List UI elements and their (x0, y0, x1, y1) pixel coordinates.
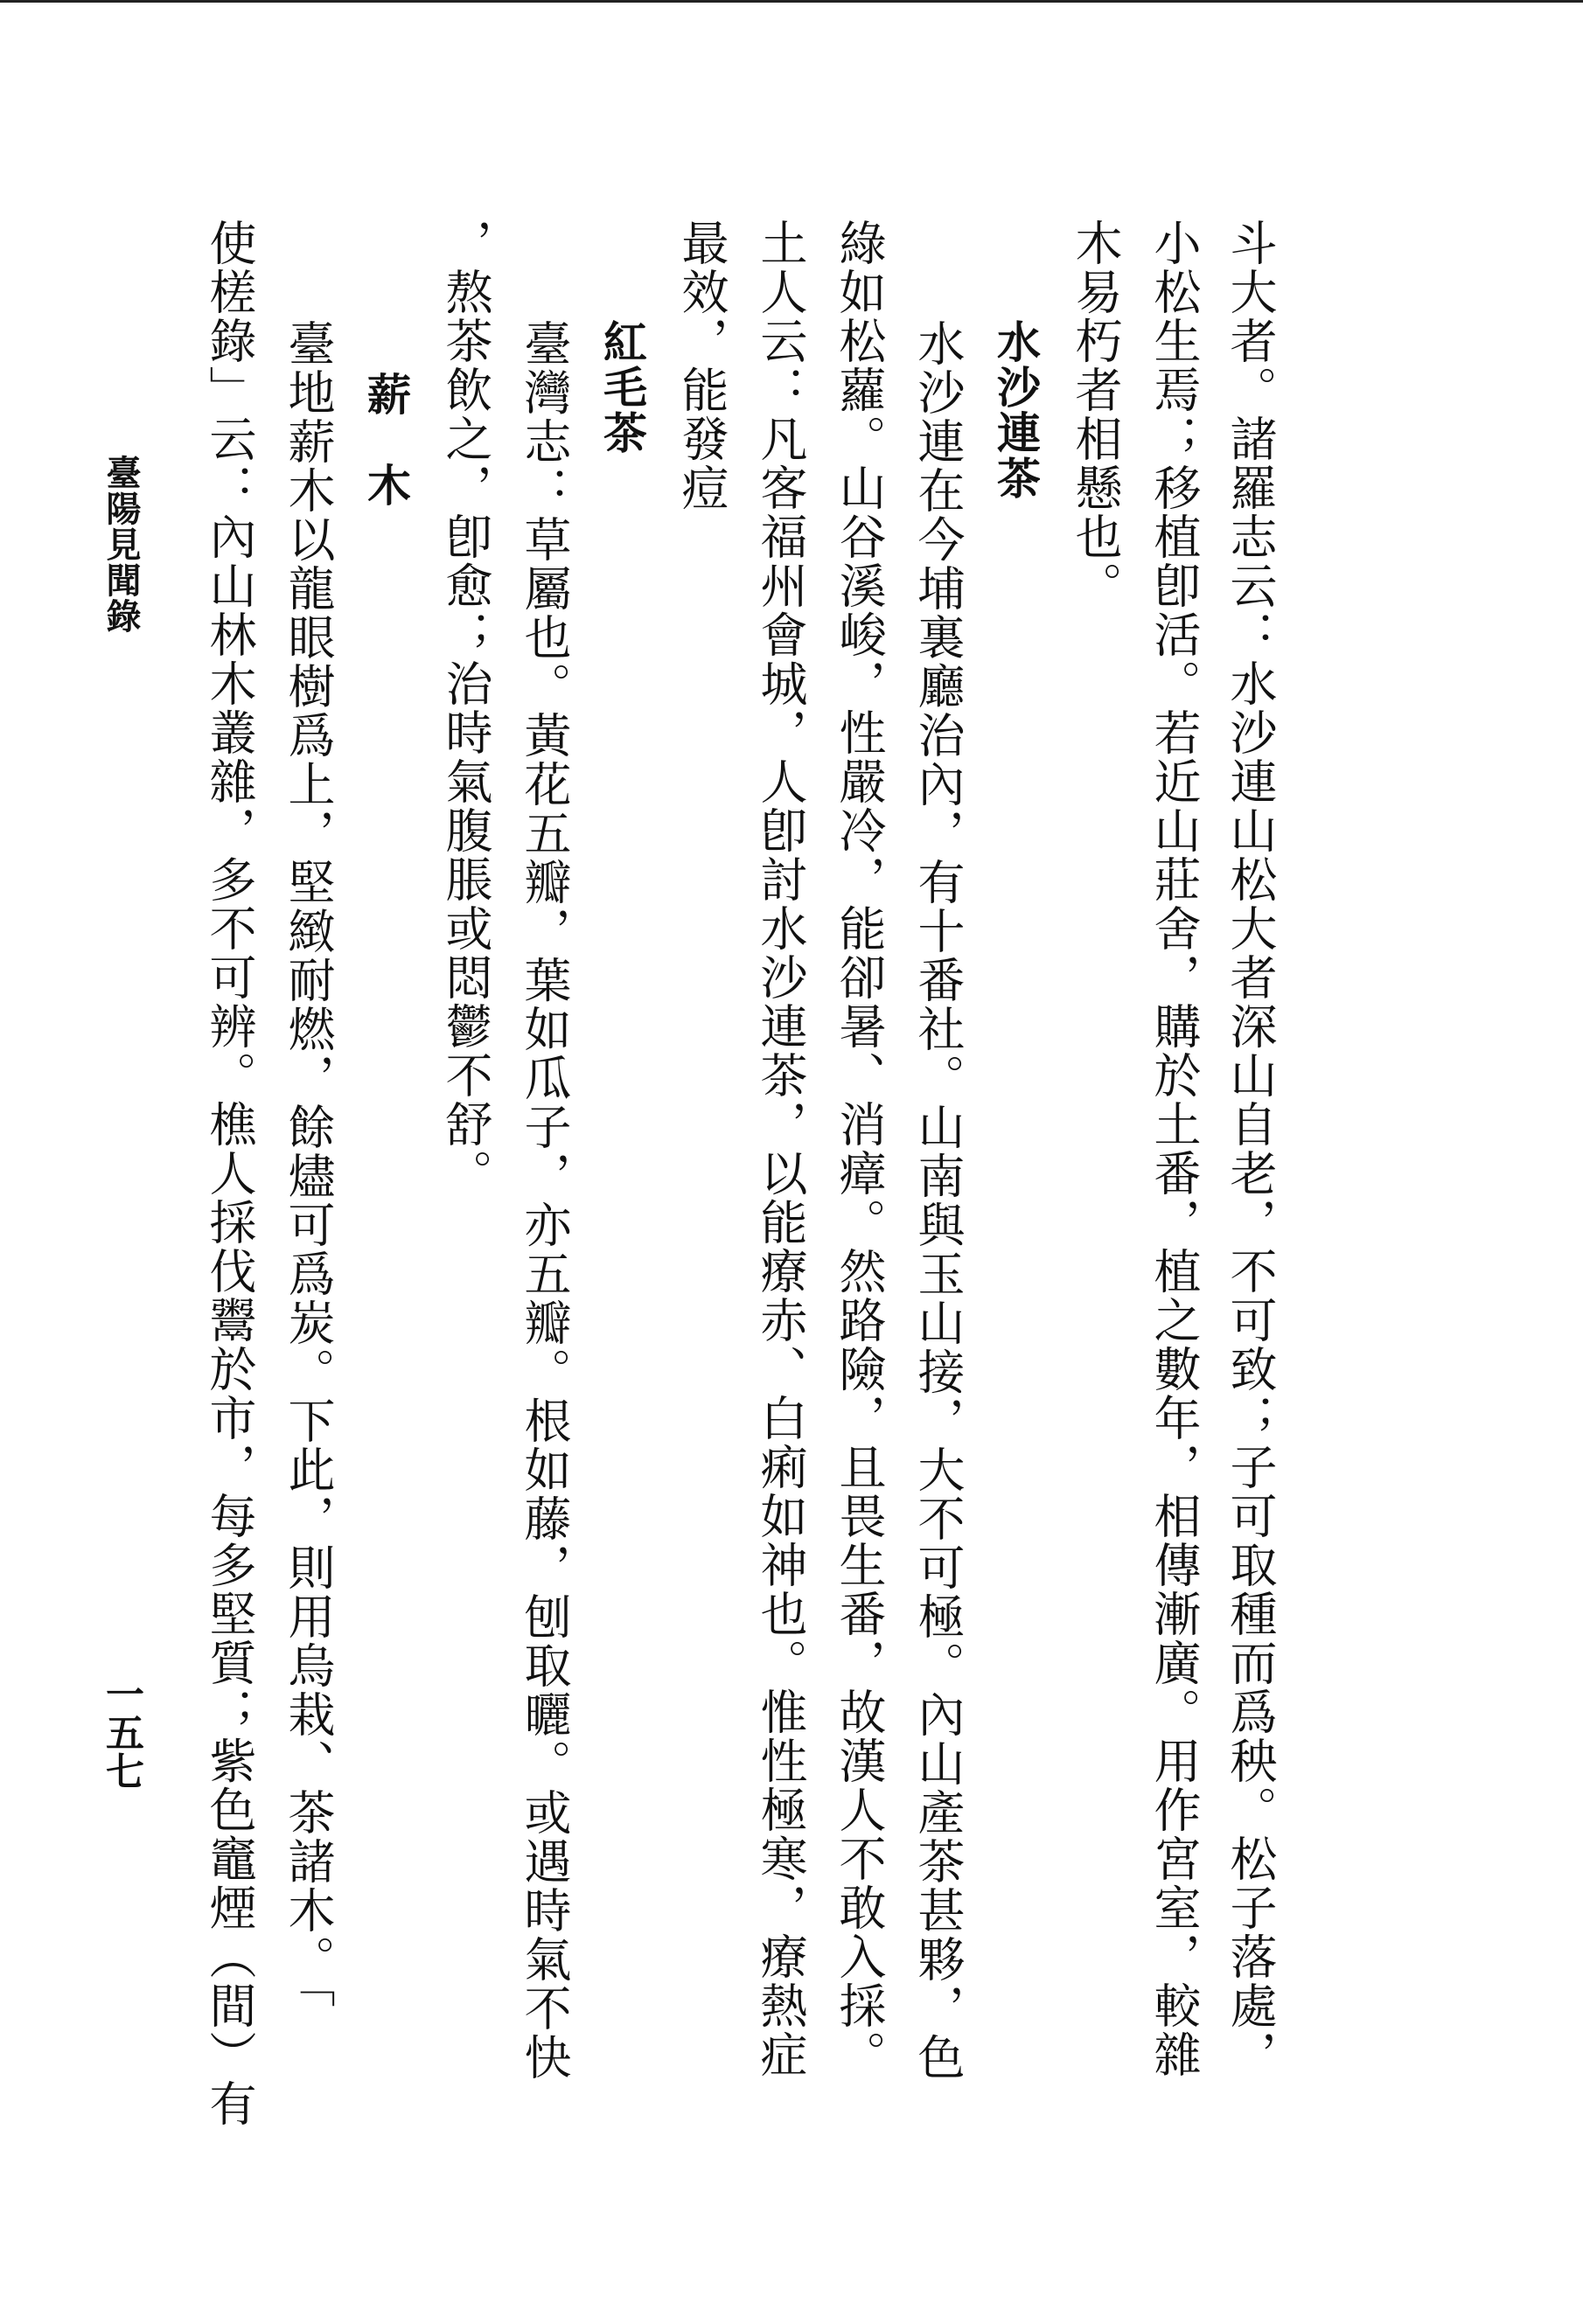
section-heading: 薪 木 (360, 372, 412, 508)
running-head: 臺陽見聞錄 (101, 455, 142, 634)
text-column: 木易朽者相懸也。 (1068, 219, 1123, 610)
text-column: 土人云：凡客福州會城，人卽討水沙連茶，以能療赤、白痢如神也。惟性極寒，療熱症 (753, 219, 808, 2079)
text-column: ，熬茶飲之，卽愈；治時氣腹脹或悶鬱不舒。 (438, 219, 493, 1198)
text-column: 臺灣志：草屬也。黃花五瓣，葉如瓜子，亦五瓣。根如藤，刨取曬。或遇時氣不快 (517, 319, 572, 2082)
top-rule (0, 0, 1583, 3)
text-column: 綠如松蘿。山谷溪峻，性嚴冷，能卻暑、消瘴。然路險，且畏生番，故漢人不敢入採。 (832, 219, 887, 2079)
page-number: 一五七 (99, 1674, 143, 1790)
section-heading: 紅毛茶 (596, 319, 648, 456)
text-column: 最效，能發痘 (674, 219, 729, 512)
text-column: 水沙連在今埔裏廳治內，有十番社。山南與玉山接，大不可極。內山產茶甚夥，色 (910, 319, 966, 2082)
text-column: 斗大者。諸羅志云：水沙連山松大者深山自老，不可致；子可取種而爲秧。松子落處， (1223, 219, 1278, 2079)
text-column: 臺地薪木以龍眼樹爲上，堅緻耐燃，餘燼可爲炭。下此，則用烏栽、茶諸木。「 (281, 319, 336, 2009)
section-heading: 水沙連茶 (990, 319, 1042, 501)
text-column: 小松生焉；移植卽活。若近山莊舍，購於土番，植之數年，相傳漸廣。用作宮室，較雜 (1147, 219, 1202, 2079)
text-column: 使槎錄」云：內山林木叢雜，多不可辨。樵人採伐鬻於市，每多堅質；紫色竈煙（間）有 (202, 219, 257, 2128)
